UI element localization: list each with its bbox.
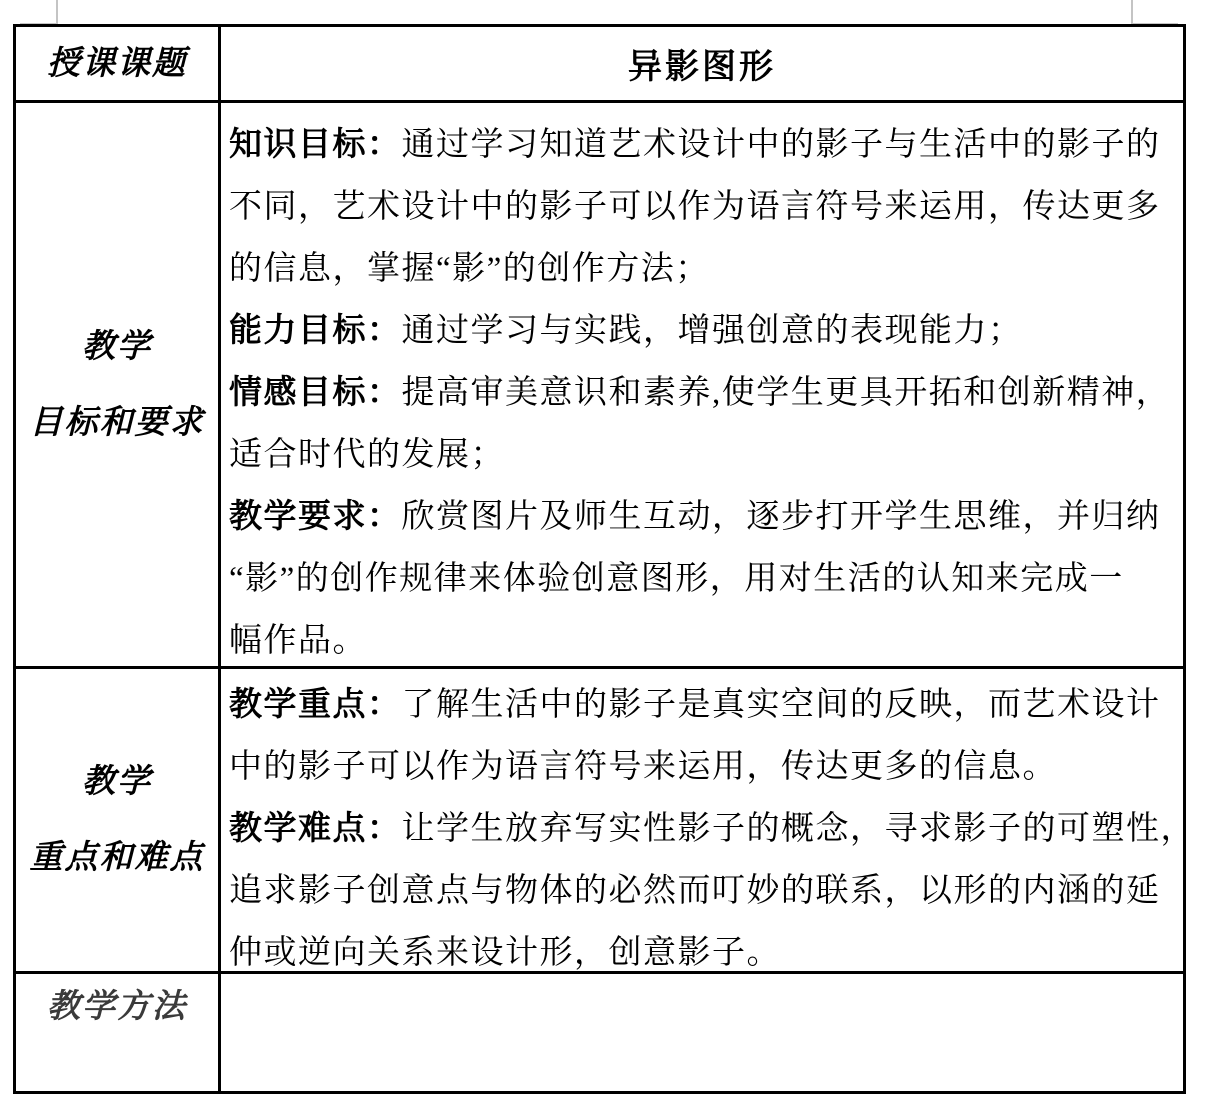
text-line	[229, 176, 1173, 238]
line-text: 通过学习与实践，增强创意的表现能力；	[401, 313, 1023, 349]
bold-lead-in: 能力目标：	[229, 313, 402, 349]
text-line	[229, 798, 1195, 860]
row-content-cell	[221, 669, 1205, 971]
row-content-cell	[221, 974, 1183, 1091]
row-label: 教学	[82, 328, 152, 365]
table-row	[16, 100, 1183, 666]
line-text: 不同，艺术设计中的影子可以作为语言符号来运用，传达更多	[229, 189, 1161, 225]
text-line	[229, 548, 1173, 610]
table-row	[16, 27, 1183, 100]
line-text: 的信息，掌握“影”的创作方法；	[229, 251, 710, 287]
text-line	[229, 424, 1173, 486]
text-line	[229, 114, 1173, 176]
text-line	[229, 238, 1173, 300]
line-text: “影”的创作规律来体验创意图形，用对生活的认知来完成一	[229, 561, 1124, 597]
bold-lead-in: 知识目标：	[229, 127, 402, 163]
bold-lead-in: 教学难点：	[229, 811, 402, 847]
bold-lead-in: 教学重点：	[229, 687, 402, 723]
line-text: 了解生活中的影子是真实空间的反映，而艺术设计	[401, 687, 1161, 723]
lesson-title: 异影图形	[628, 49, 776, 86]
text-line	[229, 362, 1173, 424]
title-cell	[221, 27, 1183, 100]
line-text: 通过学习知道艺术设计中的影子与生活中的影子的	[401, 127, 1161, 163]
text-line	[229, 860, 1195, 922]
row-label: 教学方法	[47, 989, 187, 1025]
row-content-cell	[221, 103, 1183, 666]
text-line	[229, 674, 1195, 736]
lesson-plan-table	[13, 24, 1195, 1094]
text-boundary-mark-top-left-vertical	[56, 0, 58, 25]
line-text: 幅作品。	[229, 623, 367, 659]
text-line	[229, 736, 1195, 798]
bold-lead-in: 教学要求：	[229, 499, 402, 535]
line-text: 让学生放弃写实性影子的概念，寻求影子的可塑性，	[401, 811, 1195, 847]
line-text: 追求影子创意点与物体的必然而叮妙的联系，以形的内涵的延	[229, 873, 1161, 909]
text-line	[229, 486, 1173, 548]
table-row	[16, 666, 1195, 971]
line-text: 适合时代的发展；	[229, 437, 505, 473]
bold-lead-in: 情感目标：	[229, 375, 402, 411]
row-label-cell	[16, 669, 221, 971]
row-label-cell	[16, 974, 221, 1091]
row-label: 目标和要求	[29, 404, 205, 441]
row-label: 授课课题	[47, 45, 187, 82]
row-label-cell	[16, 103, 221, 666]
text-line	[229, 300, 1173, 362]
row-label: 重点和难点	[29, 840, 205, 876]
line-text: 仲或逆向关系来设计形，创意影子。	[229, 935, 781, 971]
line-text: 中的影子可以作为语言符号来运用，传达更多的信息。	[229, 749, 1057, 785]
text-line	[229, 610, 1173, 672]
line-text: 提高审美意识和素养,使学生更具开拓和创新精神，	[401, 375, 1171, 411]
table-row	[16, 971, 1183, 1091]
text-boundary-mark-top-right-vertical	[1131, 0, 1133, 25]
line-text: 欣赏图片及师生互动，逐步打开学生思维，并归纳	[401, 499, 1161, 535]
row-label: 教学	[82, 764, 152, 800]
row-label-cell	[16, 27, 221, 100]
